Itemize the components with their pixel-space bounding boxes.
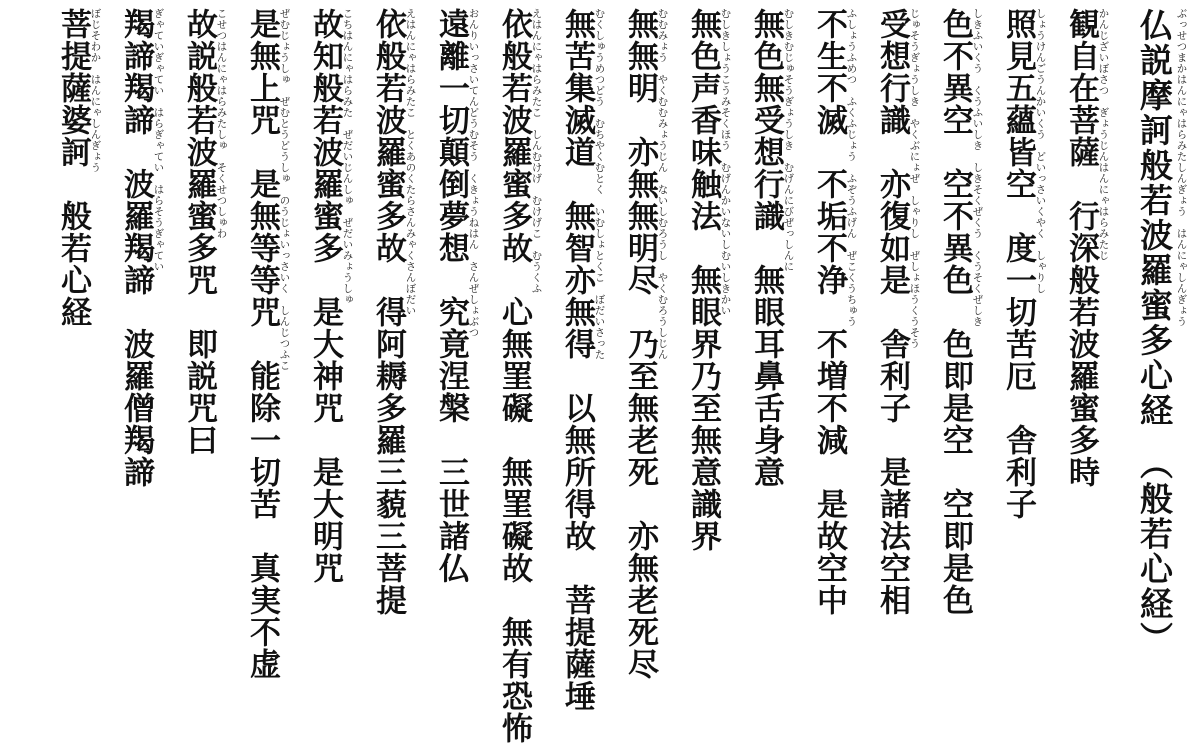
sutra-column-14-reading: ぜむじょうしゅ ぜむとうどうしゅ のうじょいっさいく しんじつふこ xyxy=(278,8,291,371)
sutra-column-7-reading: むしきしょうこうみそくほう むげんかいないしむいしきかい xyxy=(719,8,732,316)
sutra-column-5: 不生不滅 不垢不浄 不増不減 是故空中 xyxy=(811,8,847,616)
sutra-column-9: 無苦集滅道 無智亦無得 以無所得故 菩提薩埵 xyxy=(559,8,595,712)
sutra-column-14: 是無上咒 是無等等咒 能除一切苦 真実不虚 xyxy=(244,8,280,680)
sutra-column-12-reading: えはんにゃはらみたこ とくあのくたらさんみゃくさんぼだい xyxy=(404,8,417,316)
sutra-column-3-reading: しきふいくう くうふいしき しきそくぜくう くうそくぜしき xyxy=(971,8,984,327)
sutra-title-reading: ぶっせつまかはんにゃはらみたしんぎょう はんにゃしんぎょう xyxy=(1175,8,1188,327)
sutra-column-13: 故知般若波羅蜜多 是大神咒 是大明咒 xyxy=(307,8,343,584)
sutra-column-7: 無色声香味触法 無眼界乃至無意識界 xyxy=(685,8,721,552)
sutra-column-6-reading: むしきむじゅそうぎょうしき むげんにびぜっしんに xyxy=(782,8,795,272)
sutra-column-17-reading: ぼじそわか はんにゃしんぎょう xyxy=(89,8,102,173)
sutra-column-12: 依般若波羅蜜多故 得阿耨多羅三藐三菩提 xyxy=(370,8,406,616)
sutra-title: 仏説摩訶般若波羅蜜多心経 （般若心経） xyxy=(1135,8,1174,657)
sutra-column-10-reading: えはんにゃはらみたこ しんむけげ むけげこ むうくふ xyxy=(530,8,543,294)
sutra-column-15-reading: こせつはんにゃはらみたしゅ そくせつしゅわ xyxy=(215,8,228,239)
sutra-column-2: 照見五蘊皆空 度一切苦厄 舎利子 xyxy=(1000,8,1036,520)
sutra-column-5-reading: ふしょうふめつ ふくふじょう ふぞうふげん ぜこくうちゅう xyxy=(845,8,858,327)
sutra-column-1-reading: かんじざいぼさつ ぎょうじんはんにゃはらみたじ xyxy=(1097,8,1110,261)
sutra-column-3: 色不異空 空不異色 色即是空 空即是色 xyxy=(937,8,973,616)
sutra-column-8: 無無明 亦無無明尽 乃至無老死 亦無老死尽 xyxy=(622,8,658,680)
sutra-column-2-reading: しょうけんごうんかいくう どいっさいくやく しゃりし xyxy=(1034,8,1047,294)
sutra-column-11-reading: おんりいっさいてんどうむそう くきょうねはん さんぜしょぶつ xyxy=(467,8,480,338)
sutra-column-16: 羯諦羯諦 波羅羯諦 波羅僧羯諦 xyxy=(118,8,154,488)
sutra-column-11: 遠離一切顛倒夢想 究竟涅槃 三世諸仏 xyxy=(433,8,469,584)
sutra-column-13-reading: こちはんにゃはらみた ぜだいじんしゅ ぜだいみょうしゅ xyxy=(341,8,354,305)
sutra-column-4: 受想行識 亦復如是 舎利子 是諸法空相 xyxy=(874,8,910,616)
sutra-column-8-reading: むむみょう やくむむみょうじん ないしむろうし やくむろうしじん xyxy=(656,8,669,360)
sutra-column-16-reading: ぎゃていぎゃてい はらぎゃてい はらそうぎゃてい xyxy=(152,8,165,272)
sutra-column-1: 観自在菩薩 行深般若波羅蜜多時 xyxy=(1063,8,1099,488)
sutra-column-15: 故説般若波羅蜜多咒 即説咒曰 xyxy=(181,8,217,456)
sutra-column-17: 菩提薩婆訶 般若心経 xyxy=(55,8,91,328)
sutra-column-4-reading: じゅそうぎょうしき やくぶにょぜ しゃりし ぜしょほうくうそう xyxy=(908,8,921,349)
sutra-column-9-reading: むくしゅうめつどう むちやくむとく いむしょとくこ ぼだいさった xyxy=(593,8,606,360)
sutra-column-6: 無色無受想行識 無眼耳鼻舌身意 xyxy=(748,8,784,488)
sutra-column-10: 依般若波羅蜜多故 心無罣礙 無罣礙故 無有恐怖 xyxy=(496,8,532,744)
